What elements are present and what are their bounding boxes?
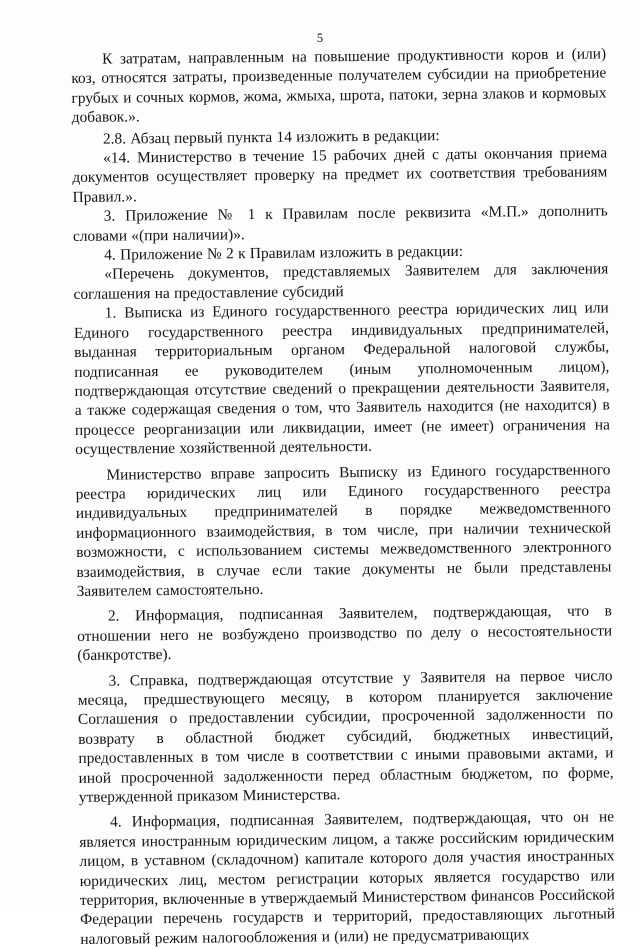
paragraph-3-appendix-1: 3. Приложение № 1 к Правилам после реквизита «М.П.» дополнить словами «(при наличии)». <box>72 202 608 245</box>
paragraph-ministry-request: Министерство вправе запросить Выписку из Единого государственного реестра юридических лиц или Единого государственного реестра индивидуальных предпринимателей в порядке межведомственного информационного взаимодействия, в том числе, при наличии технической возможности, с использованием системы межведомственного электронного взаимодействия, в случае если такие документы не были представлены Заявителем самостоятельно. <box>75 460 612 600</box>
page-number: 5 <box>316 31 324 45</box>
paragraph-doc-3: 3. Справка, подтверждающая отсутствие у Заявителя на первое число месяца, предшествующего месяцу, в котором планируется заключение Соглашения о предоставлении субсидии, просроченной задолженности по возврату в областной бюджет субсидий, бюджетных инвестиций, предоставленных в том числе в соответствии с иными правовыми актами, и иной просроченной задолженности перед областным бюджетом, по форме, утвержденной приказом Министерства. <box>77 666 614 806</box>
paragraph-2-8: 2.8. Абзац первый пункта 14 изложить в редакции: <box>102 126 440 148</box>
paragraph-4-appendix-2: 4. Приложение № 2 к Правилам изложить в редакции: <box>104 242 464 264</box>
document-body <box>71 44 615 949</box>
paragraph-doc-1: 1. Выписка из Единого государственного реестра юридических лиц или Единого государственного реестра индивидуальных предпринимателей, выданная территориальным органом Федеральной налоговой службы, подписанная ее руководителем (иным уполномоченным лицом), подтверждающая отсутствие сведений о прекращении деятельности Заявителя, а также содержащая сведения о том, что Заявитель находится (не находится) в процессе реорганизации или ликвидации, имеет (не имеет) ограничения на осуществление хозяйственной деятельности. <box>73 299 611 459</box>
paragraph-feed-costs: К затратам, направленным на повышение продуктивности коров и (или) коз, относятся затраты, произведенные получателем субсидии на приобретение грубых и сочных кормов, жома, жмыха, шрота, патоки, зерна злаков и кормовых добавок.». <box>71 45 607 127</box>
paragraph-list-title: «Перечень документов, представляемых Заявителем для заключения соглашения на предоставление субсидий <box>73 260 609 303</box>
paragraph-item-14: «14. Министерство в течение 15 рабочих дней с даты окончания приема документов осуществляет проверку на предмет их соответствия требованиям Правил.». <box>72 144 608 206</box>
paragraph-doc-4: 4. Информация, подписанная Заявителем, подтверждающая, что он не является иностранным юридическим лицом, а также российским юридическим лицом, в уставном (складочном) капитале которого доля участия иностранных юридических лиц, местом регистрации которых является государство или территория, включенные в утверждаемый Министерством финансов Российской Федерации перечень государств и территорий, предоставляющих льготный налоговый режим налогообложения и (или) не предусматривающих <box>79 808 616 948</box>
paragraph-doc-2: 2. Информация, подписанная Заявителем, подтверждающая, что в отношении него не возбуждено производство по делу о несостоятельности (банкротстве). <box>77 602 613 665</box>
